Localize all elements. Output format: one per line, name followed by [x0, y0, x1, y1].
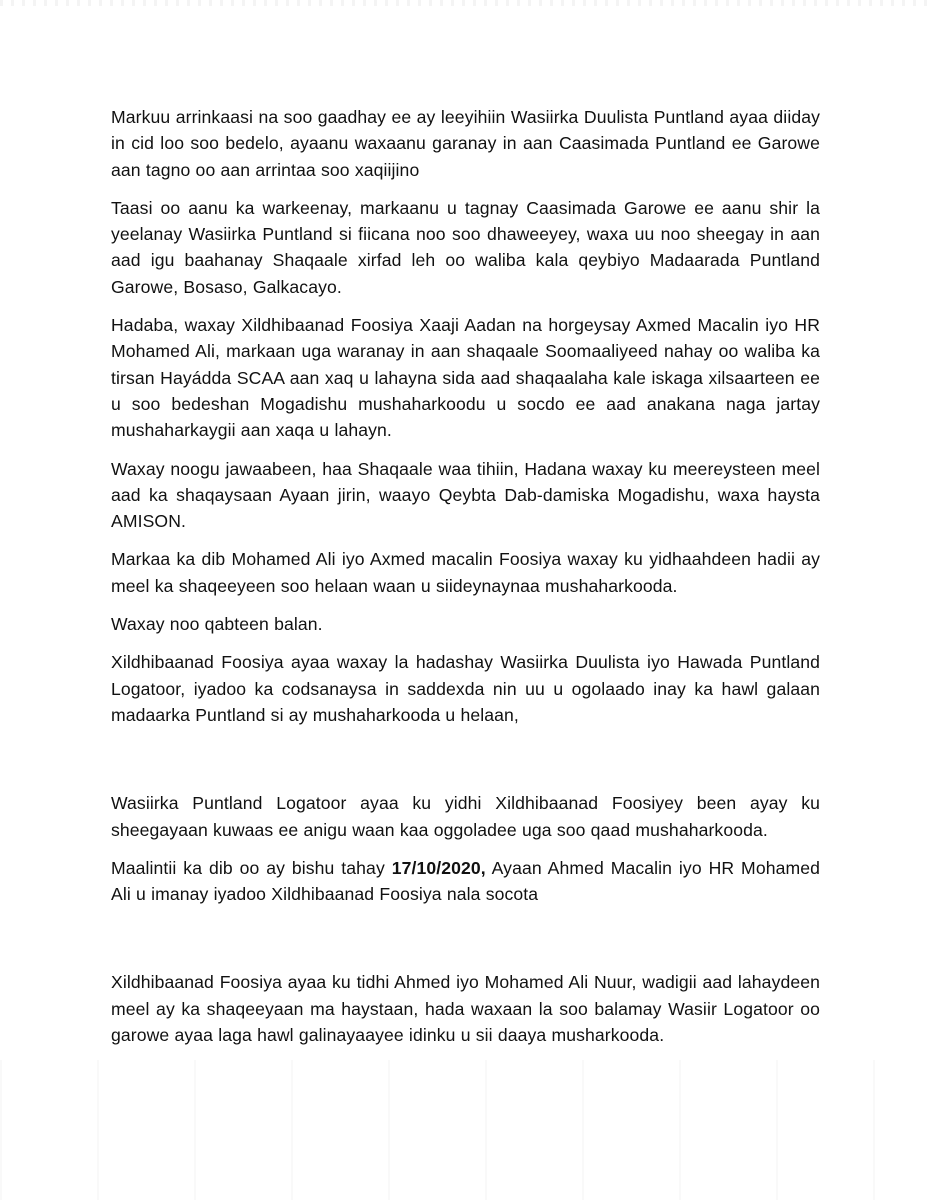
paragraph-1: Markuu arrinkaasi na soo gaadhay ee ay leeyihiin Wasiirka Duulista Puntland ayaa diiday in cid loo soo bedelo, ayaanu waxaanu garanay in aan Caasimada Puntland ee Garowe aan tagno oo aan arrintaa soo xaqiijino — [111, 107, 820, 180]
paragraph-9-text-before-date: Maalintii ka dib oo ay bishu tahay — [111, 857, 392, 878]
document-body — [111, 104, 820, 1048]
paragraph-9-text-after-date: Ayaan Ahmed Macalin iyo HR Mohamed Ali u imanay iyadoo Xildhibaanad Foosiya nala socota — [111, 857, 820, 905]
paragraph-8: Wasiirka Puntland Logatoor ayaa ku yidhi Xildhibaanad Foosiyey been ayay ku sheegayaan kuwaas ee anigu waan kaa oggoladee uga soo qaad mushaharkooda. — [111, 793, 820, 840]
paragraph-4: Waxay noogu jawaabeen, haa Shaqaale waa tihiin, Hadana waxay ku meereysteen meel aad ka shaqaysaan Ayaan jirin, waayo Qeybta Dab-damiska Mogadishu, waxa haysta AMISON. — [111, 458, 820, 532]
paragraph-gap-1 — [111, 740, 820, 790]
paragraph-3: Hadaba, waxay Xildhibaanad Foosiya Xaaji Aadan na horgeysay Axmed Macalin iyo HR Mohamed Ali, markaan uga waranay in aan shaqaale Soomaaliyeed nahay oo waliba ka tirsan Hayádda SCAA aan xaq u lahayna sida aad shaqaalaha kale iskaga xilsaarteen ee u soo bedeshan Mogadishu mushaharkoodu u socdo ee aad anakana naga jartay mushaharkaygii aan xaqa u lahayn. — [111, 315, 820, 441]
paragraph-gap-2 — [111, 919, 820, 969]
scan-artifact-bottom — [0, 1060, 928, 1200]
paragraph-5: Markaa ka dib Mohamed Ali iyo Axmed macalin Foosiya waxay ku yidhaahdeen hadii ay meel ka shaqeeyeen soo helaan waan u siideynaynaa mushaharkooda. — [111, 549, 820, 596]
paragraph-10: Xildhibaanad Foosiya ayaa ku tidhi Ahmed iyo Mohamed Ali Nuur, wadigii aad lahaydeen meel ay ka shaqeeyaan ma haystaan, hada waxaan la soo balamay Wasiir Logatoor oo garowe ayaa laga hawl galinayaayee idinku u sii daaya musharkooda. — [111, 972, 820, 1046]
paragraph-9-date-line — [111, 855, 820, 908]
scan-artifact-top — [0, 0, 928, 6]
paragraph-6: Waxay noo qabteen balan. — [111, 614, 323, 635]
report-date: 17/10/2020, — [391, 857, 486, 878]
paragraph-2: Taasi oo aanu ka warkeenay, markaanu u tagnay Caasimada Garowe ee aanu shir la yeelanay Wasiirka Puntland si fiicana noo soo dhaweeyey, waxa uu noo sheegay in aan aad igu baahanay Shaqaale xirfad leh oo waliba kala qeybiyo Madaarada Puntland Garowe, Bosaso, Galkacayo. — [111, 197, 820, 297]
paragraph-7: Xildhibaanad Foosiya ayaa waxay la hadashay Wasiirka Duulista iyo Hawada Puntland Logatoor, iyadoo ka codsanaysa in saddexda nin uu u ogolaado inay ka hawl galaan madaarka Puntland si ay mushaharkooda u helaan, — [111, 652, 820, 725]
